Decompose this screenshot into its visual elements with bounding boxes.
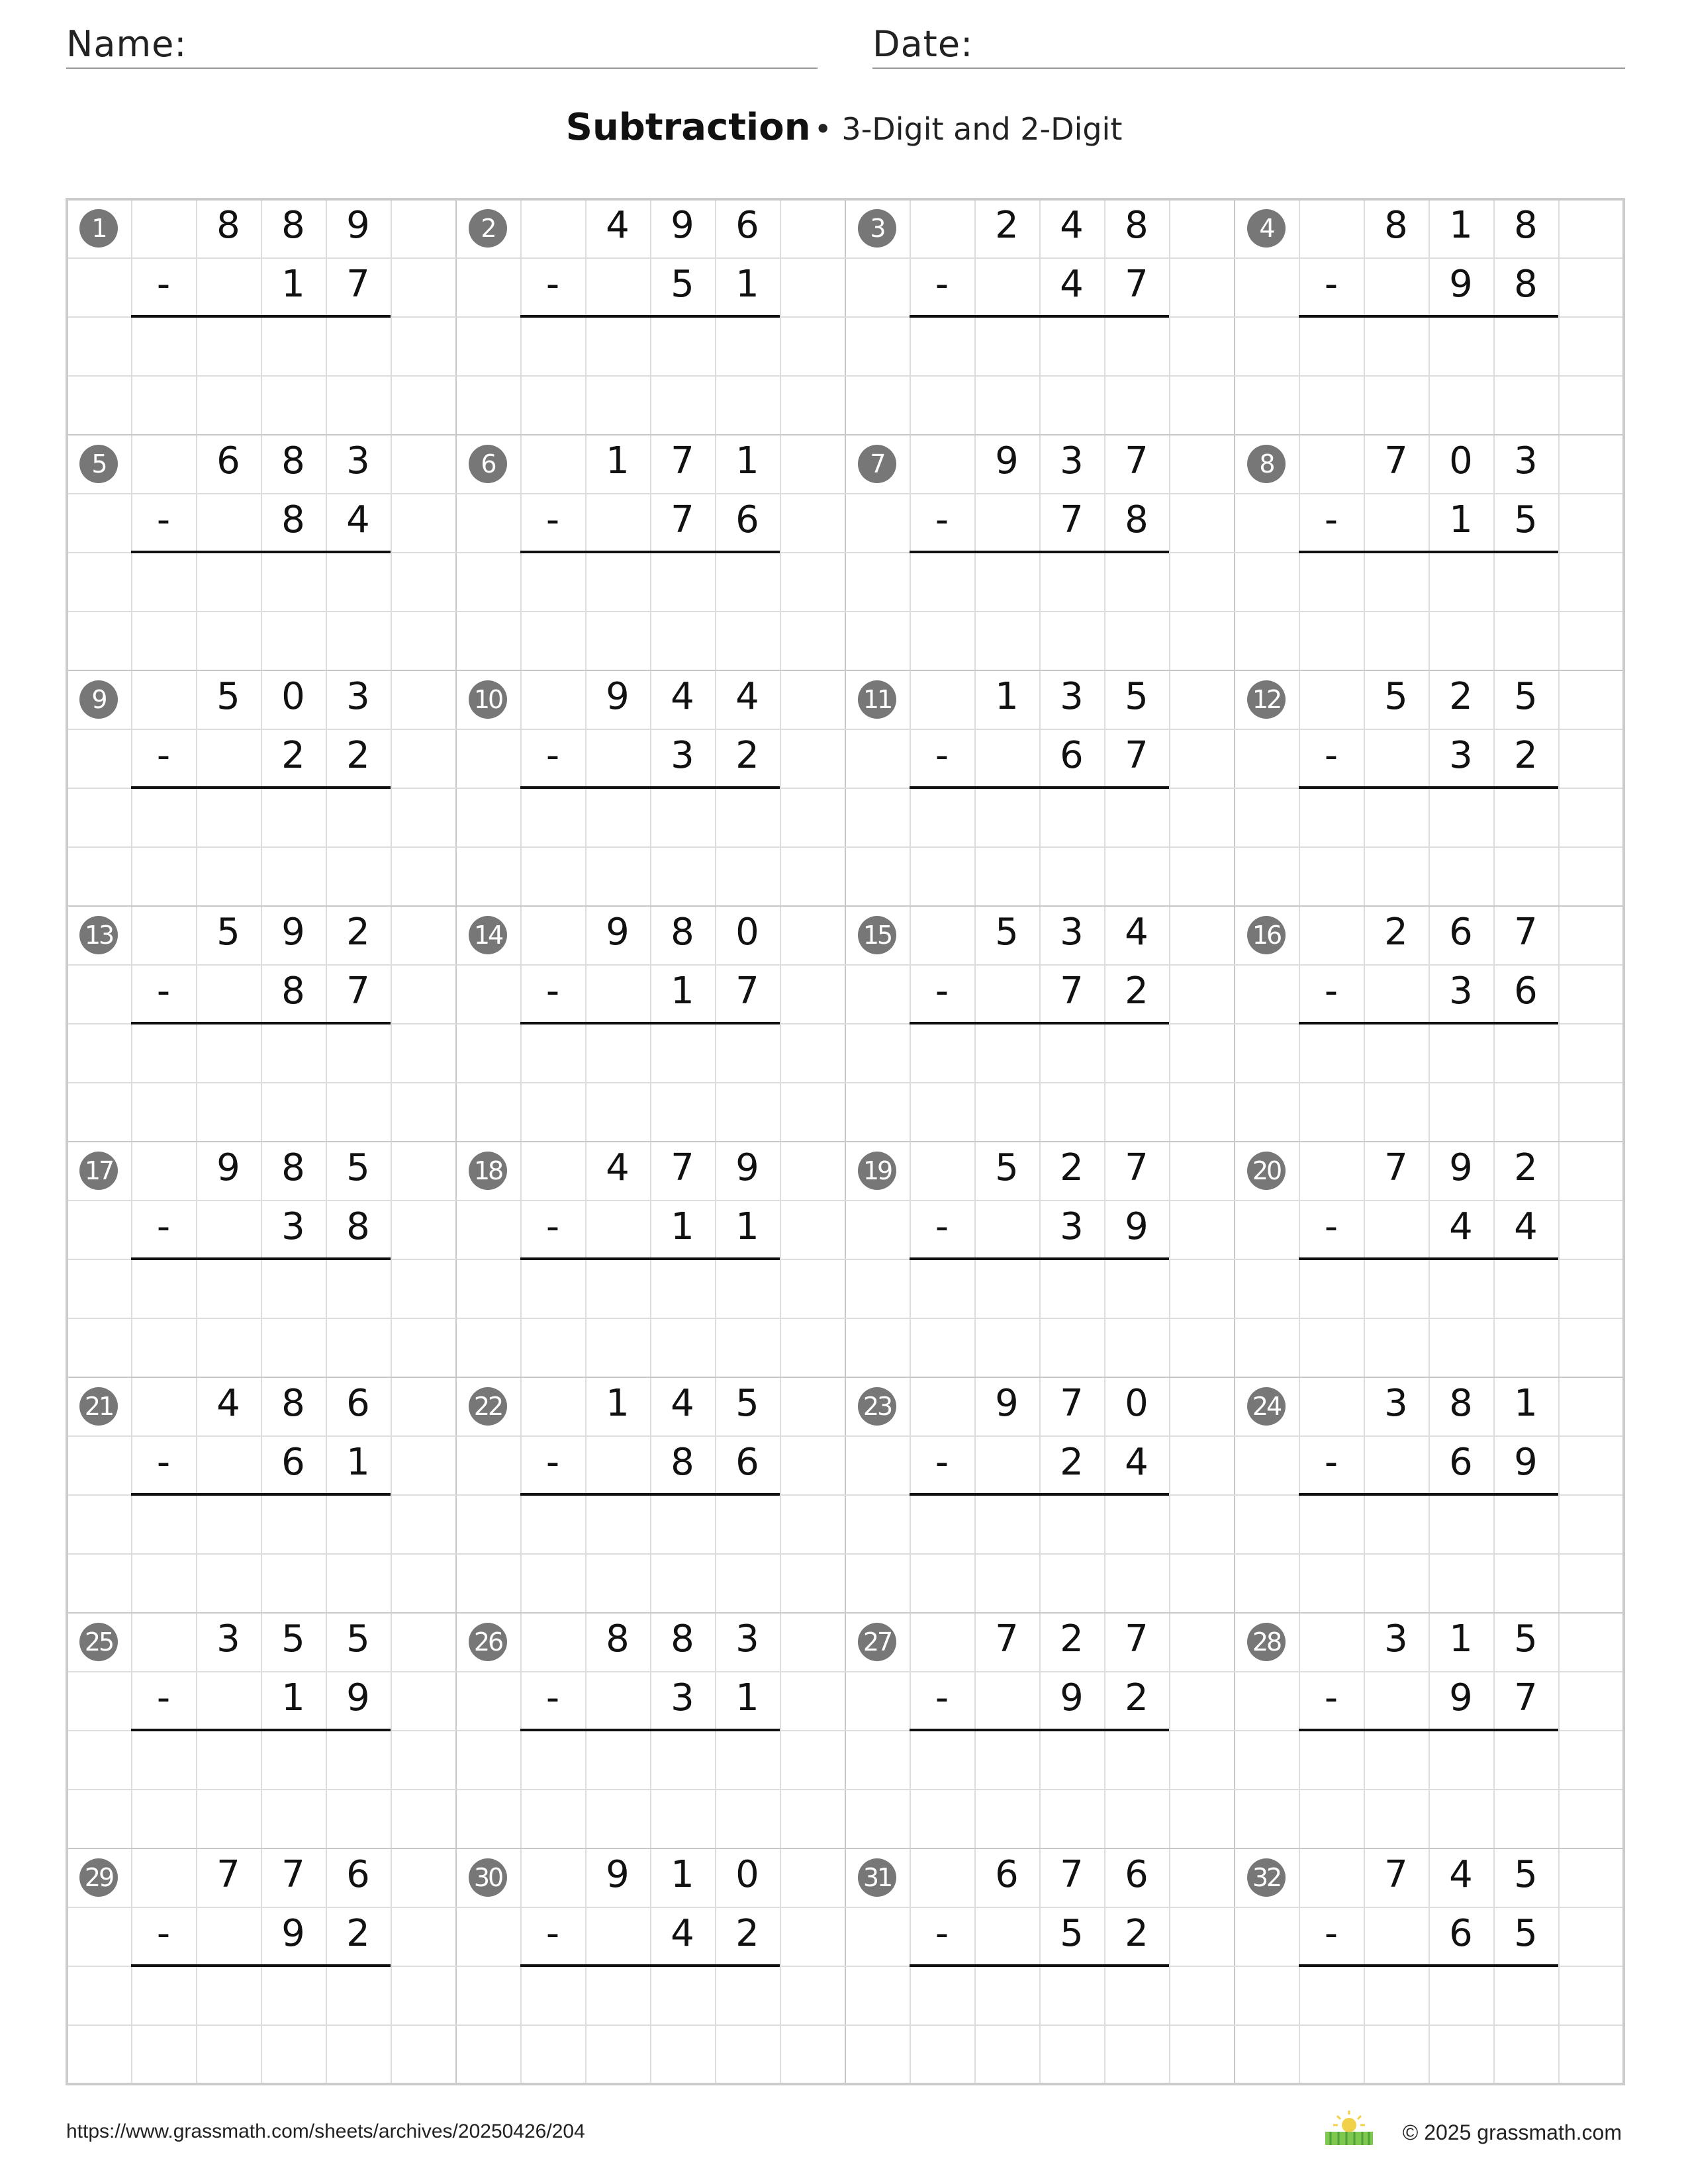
minuend-digit: 8: [281, 1382, 305, 1425]
minuend-digit: 8: [1125, 204, 1149, 247]
answer-area[interactable]: [910, 552, 1169, 670]
subtrahend-digit: 4: [346, 498, 370, 541]
minuend-digit: 7: [1384, 1146, 1408, 1189]
subtraction-problem: [1234, 434, 1623, 670]
subtrahend-digit: 2: [735, 734, 759, 777]
minus-sign: -: [1324, 1205, 1338, 1248]
subtrahend-digit: 2: [1125, 1676, 1149, 1719]
subtrahend-digit: 8: [671, 1441, 694, 1484]
minuend-digit: 9: [606, 1853, 630, 1896]
minuend-digit: 8: [1384, 204, 1408, 247]
answer-area[interactable]: [520, 1494, 780, 1612]
answer-area[interactable]: [1299, 316, 1558, 434]
subtrahend-digit: 6: [1449, 1441, 1473, 1484]
subtraction-problem: [66, 1377, 455, 1612]
subtraction-problem: [66, 434, 455, 670]
subtrahend-digit: 1: [735, 263, 759, 306]
subtrahend-digit: 1: [1449, 498, 1473, 541]
subtraction-problem: [455, 670, 845, 905]
minus-sign: -: [935, 1441, 949, 1484]
title-subtitle: • 3-Digit and 2-Digit: [814, 111, 1123, 147]
minuend-digit: 1: [995, 675, 1019, 718]
minuend-digit: 0: [735, 911, 759, 954]
minuend-digit: 3: [1384, 1382, 1408, 1425]
minuend-digit: 7: [671, 439, 694, 482]
minus-sign: -: [935, 734, 949, 777]
worksheet-title: [0, 106, 1688, 149]
problem-number-badge: 14: [469, 916, 507, 954]
subtrahend-digit: 3: [1449, 970, 1473, 1013]
problem-number-badge: 28: [1247, 1623, 1286, 1661]
minus-sign: -: [935, 1912, 949, 1955]
minuend-digit: 2: [1449, 675, 1473, 718]
minuend-digit: 2: [346, 911, 370, 954]
subtrahend-digit: 1: [671, 1205, 694, 1248]
minus-sign: -: [1324, 1676, 1338, 1719]
subtraction-problem: [845, 434, 1234, 670]
subtrahend-digit: 2: [281, 734, 305, 777]
minus-sign: -: [156, 970, 171, 1013]
problem-number-badge: 26: [469, 1623, 507, 1661]
subtraction-problem: [455, 905, 845, 1141]
problem-number-badge: 11: [858, 680, 896, 719]
problem-number-badge: 16: [1247, 916, 1286, 954]
subtrahend-digit: 9: [1125, 1205, 1149, 1248]
subtraction-problem: [66, 1848, 455, 2083]
problem-number-badge: 22: [469, 1387, 507, 1426]
answer-area[interactable]: [1299, 788, 1558, 905]
subtraction-problem: [1234, 199, 1623, 434]
answer-area[interactable]: [910, 1494, 1169, 1612]
minuend-digit: 2: [1060, 1146, 1084, 1189]
subtrahend-digit: 2: [346, 734, 370, 777]
problem-number-badge: 7: [858, 445, 896, 483]
answer-area[interactable]: [520, 1730, 780, 1848]
minuend-digit: 5: [281, 1617, 305, 1661]
minuend-digit: 6: [346, 1853, 370, 1896]
answer-area[interactable]: [520, 1259, 780, 1377]
problem-number-badge: 5: [79, 445, 118, 483]
minuend-digit: 1: [735, 439, 759, 482]
subtraction-problem: [1234, 1612, 1623, 1848]
subtraction-problem: [1234, 905, 1623, 1141]
minus-sign: -: [156, 1676, 171, 1719]
answer-area[interactable]: [1299, 1966, 1558, 2083]
problem-number-badge: 24: [1247, 1387, 1286, 1426]
footer-url[interactable]: https://www.grassmath.com/sheets/archives/20250426/204: [66, 2120, 585, 2142]
minuend-digit: 4: [671, 1382, 694, 1425]
minuend-digit: 8: [606, 1617, 630, 1661]
minus-sign: -: [156, 1912, 171, 1955]
minuend-digit: 4: [606, 204, 630, 247]
subtrahend-digit: 9: [1449, 263, 1473, 306]
subtrahend-digit: 5: [671, 263, 694, 306]
subtraction-problem: [845, 199, 1234, 434]
minuend-digit: 5: [735, 1382, 759, 1425]
problem-number-badge: 15: [858, 916, 896, 954]
subtrahend-digit: 6: [735, 498, 759, 541]
subtraction-problem: [66, 905, 455, 1141]
subtrahend-digit: 1: [281, 1676, 305, 1719]
minuend-digit: 4: [1449, 1853, 1473, 1896]
subtrahend-digit: 2: [1060, 1441, 1084, 1484]
minuend-digit: 7: [1125, 439, 1149, 482]
problem-number-badge: 12: [1247, 680, 1286, 719]
minus-sign: -: [156, 1441, 171, 1484]
answer-area[interactable]: [131, 552, 391, 670]
name-field[interactable]: [66, 20, 818, 69]
subtraction-problem: [455, 1848, 845, 2083]
problem-number-badge: 18: [469, 1152, 507, 1190]
answer-area[interactable]: [910, 1730, 1169, 1848]
answer-area[interactable]: [910, 1023, 1169, 1141]
worksheet-grid: [66, 199, 1625, 2085]
minus-sign: -: [935, 498, 949, 541]
subtrahend-digit: 9: [1449, 1676, 1473, 1719]
minus-sign: -: [1324, 970, 1338, 1013]
minuend-digit: 7: [216, 1853, 240, 1896]
minuend-digit: 6: [346, 1382, 370, 1425]
subtrahend-digit: 1: [346, 1441, 370, 1484]
minus-sign: -: [935, 1205, 949, 1248]
subtrahend-digit: 9: [1060, 1676, 1084, 1719]
subtrahend-digit: 8: [281, 970, 305, 1013]
answer-area[interactable]: [131, 1730, 391, 1848]
minuend-digit: 3: [216, 1617, 240, 1661]
subtrahend-digit: 7: [671, 498, 694, 541]
answer-area[interactable]: [520, 1966, 780, 2083]
minuend-digit: 0: [281, 675, 305, 718]
minuend-digit: 5: [1514, 1853, 1538, 1896]
subtraction-problem: [1234, 1141, 1623, 1377]
minuend-digit: 3: [346, 675, 370, 718]
minuend-digit: 1: [1449, 1617, 1473, 1661]
subtraction-problem: [66, 199, 455, 434]
minuend-digit: 3: [1060, 675, 1084, 718]
minuend-digit: 7: [1514, 911, 1538, 954]
minuend-digit: 7: [995, 1617, 1019, 1661]
problem-number-badge: 1: [79, 209, 118, 248]
subtrahend-digit: 4: [1449, 1205, 1473, 1248]
answer-area[interactable]: [1299, 552, 1558, 670]
subtraction-problem: [1234, 670, 1623, 905]
subtrahend-digit: 8: [1514, 263, 1538, 306]
subtraction-problem: [455, 434, 845, 670]
problem-number-badge: 3: [858, 209, 896, 248]
minus-sign: -: [156, 734, 171, 777]
minuend-digit: 3: [346, 439, 370, 482]
subtrahend-digit: 7: [346, 263, 370, 306]
minuend-digit: 6: [1125, 1853, 1149, 1896]
minuend-digit: 8: [216, 204, 240, 247]
subtrahend-digit: 6: [1514, 970, 1538, 1013]
subtrahend-digit: 2: [735, 1912, 759, 1955]
minuend-digit: 5: [1384, 675, 1408, 718]
minuend-digit: 4: [1060, 204, 1084, 247]
subtrahend-digit: 7: [1060, 498, 1084, 541]
minuend-digit: 1: [671, 1853, 694, 1896]
subtraction-problem: [845, 1848, 1234, 2083]
minuend-digit: 5: [995, 1146, 1019, 1189]
subtrahend-digit: 7: [1514, 1676, 1538, 1719]
minus-sign: -: [935, 263, 949, 306]
subtraction-problem: [845, 1141, 1234, 1377]
problem-number-badge: 31: [858, 1858, 896, 1897]
minuend-digit: 9: [606, 911, 630, 954]
subtrahend-digit: 8: [346, 1205, 370, 1248]
minuend-digit: 5: [1125, 675, 1149, 718]
minuend-digit: 0: [1125, 1382, 1149, 1425]
name-label: Name:: [66, 23, 187, 65]
minus-sign: -: [545, 1205, 560, 1248]
minuend-digit: 5: [1514, 675, 1538, 718]
subtrahend-digit: 1: [281, 263, 305, 306]
minuend-digit: 7: [1060, 1382, 1084, 1425]
problem-number-badge: 9: [79, 680, 118, 719]
subtrahend-digit: 4: [1125, 1441, 1149, 1484]
subtraction-problem: [66, 1612, 455, 1848]
problem-number-badge: 23: [858, 1387, 896, 1426]
minus-sign: -: [935, 1676, 949, 1719]
problem-number-badge: 19: [858, 1152, 896, 1190]
minus-sign: -: [156, 1205, 171, 1248]
minuend-digit: 4: [606, 1146, 630, 1189]
answer-area[interactable]: [1299, 1259, 1558, 1377]
footer-copyright: © 2025 grassmath.com: [1402, 2120, 1622, 2144]
problem-number-badge: 6: [469, 445, 507, 483]
subtrahend-digit: 3: [671, 1676, 694, 1719]
minuend-digit: 8: [281, 204, 305, 247]
problem-number-badge: 27: [858, 1623, 896, 1661]
minuend-digit: 7: [1060, 1853, 1084, 1896]
subtrahend-digit: 7: [1125, 263, 1149, 306]
minuend-digit: 7: [281, 1853, 305, 1896]
minuend-digit: 9: [281, 911, 305, 954]
problem-number-badge: 29: [79, 1858, 118, 1897]
minuend-digit: 2: [1514, 1146, 1538, 1189]
subtrahend-digit: 2: [346, 1912, 370, 1955]
subtrahend-digit: 9: [346, 1676, 370, 1719]
subtrahend-digit: 2: [1514, 734, 1538, 777]
minus-sign: -: [545, 1441, 560, 1484]
answer-area[interactable]: [520, 316, 780, 434]
minuend-digit: 5: [1514, 1617, 1538, 1661]
subtraction-problem: [455, 1141, 845, 1377]
minuend-digit: 5: [216, 911, 240, 954]
minuend-digit: 1: [1514, 1382, 1538, 1425]
answer-area[interactable]: [520, 552, 780, 670]
subtraction-problem: [455, 1612, 845, 1848]
subtrahend-digit: 1: [735, 1205, 759, 1248]
minuend-digit: 4: [735, 675, 759, 718]
minuend-digit: 1: [606, 1382, 630, 1425]
answer-area[interactable]: [131, 1494, 391, 1612]
subtrahend-digit: 8: [281, 498, 305, 541]
minus-sign: -: [1324, 1441, 1338, 1484]
date-field[interactable]: [872, 20, 1625, 69]
minuend-digit: 6: [1449, 911, 1473, 954]
minuend-digit: 6: [995, 1853, 1019, 1896]
answer-area[interactable]: [520, 788, 780, 905]
subtrahend-digit: 7: [1125, 734, 1149, 777]
minuend-digit: 9: [995, 1382, 1019, 1425]
minuend-digit: 4: [216, 1382, 240, 1425]
subtraction-problem: [66, 670, 455, 905]
minuend-digit: 7: [1125, 1146, 1149, 1189]
subtrahend-digit: 5: [1514, 1912, 1538, 1955]
minuend-digit: 7: [1384, 439, 1408, 482]
subtrahend-digit: 4: [1514, 1205, 1538, 1248]
problem-number-badge: 2: [469, 209, 507, 248]
title-main: Subtraction: [565, 106, 811, 149]
answer-area[interactable]: [131, 316, 391, 434]
subtraction-problem: [845, 1377, 1234, 1612]
minuend-digit: 5: [346, 1617, 370, 1661]
subtraction-problem: [845, 1612, 1234, 1848]
subtraction-problem: [1234, 1848, 1623, 2083]
answer-area[interactable]: [1299, 1494, 1558, 1612]
grass-sun-logo-icon: [1324, 2108, 1374, 2146]
minus-sign: -: [545, 734, 560, 777]
minuend-digit: 3: [1384, 1617, 1408, 1661]
problem-number-badge: 4: [1247, 209, 1286, 248]
subtraction-problem: [455, 1377, 845, 1612]
minuend-digit: 1: [606, 439, 630, 482]
subtraction-problem: [455, 199, 845, 434]
problem-number-badge: 17: [79, 1152, 118, 1190]
subtrahend-digit: 2: [1125, 1912, 1149, 1955]
minuend-digit: 9: [1449, 1146, 1473, 1189]
subtrahend-digit: 3: [671, 734, 694, 777]
subtrahend-digit: 4: [1060, 263, 1084, 306]
subtrahend-digit: 7: [735, 970, 759, 1013]
minuend-digit: 6: [735, 204, 759, 247]
minuend-digit: 3: [1060, 439, 1084, 482]
subtrahend-digit: 1: [671, 970, 694, 1013]
answer-area[interactable]: [1299, 1023, 1558, 1141]
minuend-digit: 5: [216, 675, 240, 718]
subtrahend-digit: 9: [281, 1912, 305, 1955]
subtrahend-digit: 4: [671, 1912, 694, 1955]
minus-sign: -: [545, 1912, 560, 1955]
minus-sign: -: [1324, 263, 1338, 306]
answer-area[interactable]: [131, 1259, 391, 1377]
problem-number-badge: 21: [79, 1387, 118, 1426]
problem-number-badge: 30: [469, 1858, 507, 1897]
minus-sign: -: [545, 263, 560, 306]
answer-area[interactable]: [131, 1966, 391, 2083]
minuend-digit: 8: [281, 1146, 305, 1189]
minuend-digit: 6: [216, 439, 240, 482]
answer-area[interactable]: [520, 1023, 780, 1141]
answer-area[interactable]: [1299, 1730, 1558, 1848]
subtraction-problem: [845, 670, 1234, 905]
minus-sign: -: [935, 970, 949, 1013]
subtraction-problem: [845, 905, 1234, 1141]
minuend-digit: 1: [1449, 204, 1473, 247]
minus-sign: -: [1324, 1912, 1338, 1955]
subtraction-problem: [66, 1141, 455, 1377]
subtrahend-digit: 3: [281, 1205, 305, 1248]
minuend-digit: 4: [671, 675, 694, 718]
answer-area[interactable]: [131, 788, 391, 905]
minus-sign: -: [545, 1676, 560, 1719]
minuend-digit: 9: [671, 204, 694, 247]
problem-number-badge: 32: [1247, 1858, 1286, 1897]
answer-area[interactable]: [910, 1966, 1169, 2083]
subtrahend-digit: 5: [1514, 498, 1538, 541]
minus-sign: -: [1324, 498, 1338, 541]
minuend-digit: 3: [1514, 439, 1538, 482]
minuend-digit: 2: [995, 204, 1019, 247]
subtrahend-digit: 2: [1125, 970, 1149, 1013]
problem-number-badge: 25: [79, 1623, 118, 1661]
subtrahend-digit: 7: [1060, 970, 1084, 1013]
minuend-digit: 3: [1060, 911, 1084, 954]
answer-area[interactable]: [910, 788, 1169, 905]
minuend-digit: 8: [1514, 204, 1538, 247]
minuend-digit: 7: [1384, 1853, 1408, 1896]
subtrahend-digit: 3: [1449, 734, 1473, 777]
date-label: Date:: [872, 23, 974, 65]
minuend-digit: 9: [346, 204, 370, 247]
minus-sign: -: [545, 498, 560, 541]
answer-area[interactable]: [910, 1259, 1169, 1377]
minuend-digit: 8: [671, 911, 694, 954]
minuend-digit: 4: [1125, 911, 1149, 954]
minuend-digit: 9: [606, 675, 630, 718]
subtrahend-digit: 7: [346, 970, 370, 1013]
minuend-digit: 9: [995, 439, 1019, 482]
subtraction-problem: [1234, 1377, 1623, 1612]
minuend-digit: 2: [1384, 911, 1408, 954]
minuend-digit: 8: [1449, 1382, 1473, 1425]
problem-number-badge: 8: [1247, 445, 1286, 483]
subtrahend-digit: 6: [281, 1441, 305, 1484]
problem-number-badge: 10: [469, 680, 507, 719]
minuend-digit: 5: [346, 1146, 370, 1189]
subtrahend-digit: 8: [1125, 498, 1149, 541]
subtrahend-digit: 6: [1449, 1912, 1473, 1955]
minus-sign: -: [1324, 734, 1338, 777]
subtrahend-digit: 9: [1514, 1441, 1538, 1484]
minuend-digit: 5: [995, 911, 1019, 954]
minuend-digit: 0: [1449, 439, 1473, 482]
answer-area[interactable]: [131, 1023, 391, 1141]
subtrahend-digit: 6: [1060, 734, 1084, 777]
minus-sign: -: [156, 263, 171, 306]
minus-sign: -: [545, 970, 560, 1013]
problem-number-badge: 20: [1247, 1152, 1286, 1190]
minuend-digit: 0: [735, 1853, 759, 1896]
problem-number-badge: 13: [79, 916, 118, 954]
minuend-digit: 3: [735, 1617, 759, 1661]
subtrahend-digit: 6: [735, 1441, 759, 1484]
minuend-digit: 2: [1060, 1617, 1084, 1661]
subtrahend-digit: 5: [1060, 1912, 1084, 1955]
minuend-digit: 9: [216, 1146, 240, 1189]
minuend-digit: 8: [281, 439, 305, 482]
minuend-digit: 8: [671, 1617, 694, 1661]
minuend-digit: 7: [671, 1146, 694, 1189]
subtrahend-digit: 1: [735, 1676, 759, 1719]
minus-sign: -: [156, 498, 171, 541]
answer-area[interactable]: [910, 316, 1169, 434]
minuend-digit: 9: [735, 1146, 759, 1189]
subtrahend-digit: 3: [1060, 1205, 1084, 1248]
minuend-digit: 7: [1125, 1617, 1149, 1661]
